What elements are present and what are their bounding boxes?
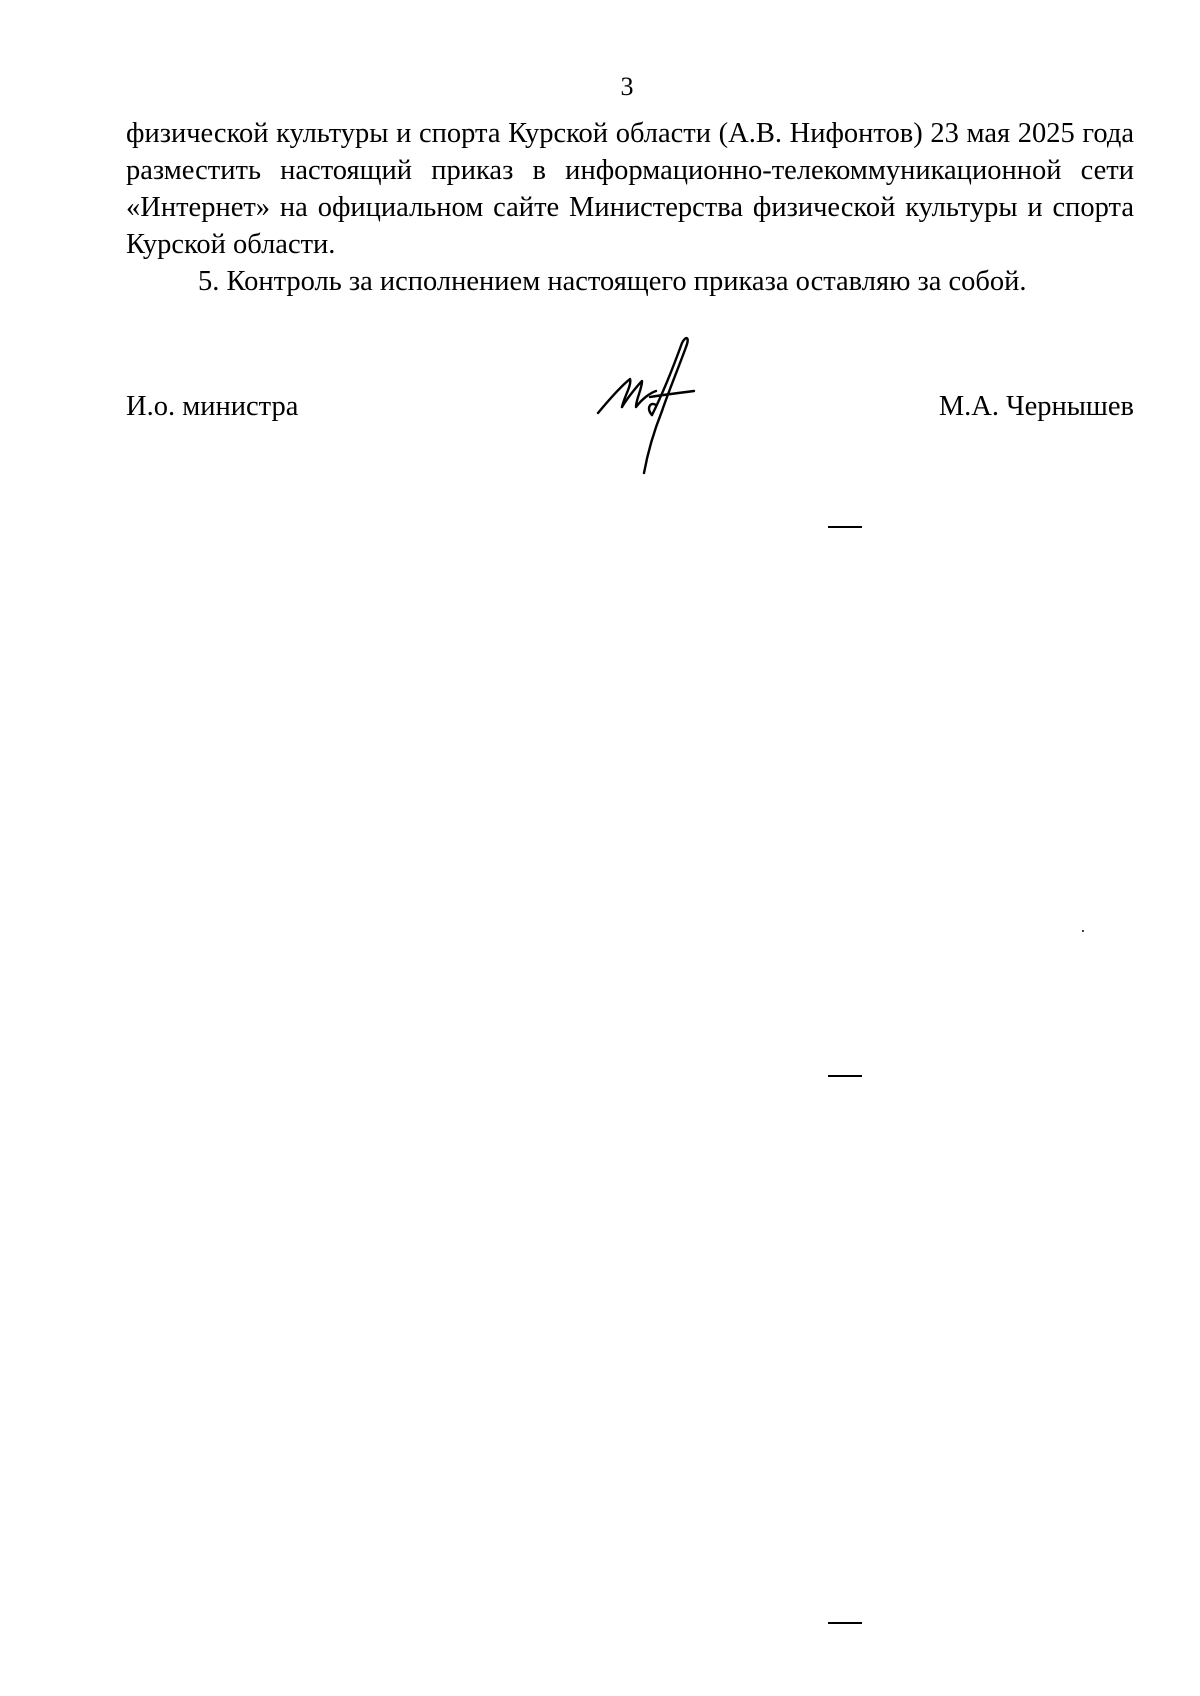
document-body [126,115,1134,300]
paragraph-item-5: 5. Контроль за исполнением настоящего приказа оставляю за собой. [198,266,1027,297]
dash-mark [828,1622,862,1624]
paragraph-continuation: физической культуры и спорта Курской области (А.В. Нифонтов) 23 мая 2025 года разместить настоящий приказ в информационно-телекоммуникационной сети «Интернет» на официальном сайте Министерства физической культуры и спорта Курской области. [126,118,1134,260]
dash-mark [828,1075,862,1077]
scan-speck [1082,930,1084,932]
handwritten-signature-icon [592,335,712,475]
page-number: 3 [620,72,634,101]
signatory-name: М.А. Чернышев [938,391,1134,422]
dash-mark [828,526,862,528]
signatory-position: И.о. министра [126,391,299,422]
